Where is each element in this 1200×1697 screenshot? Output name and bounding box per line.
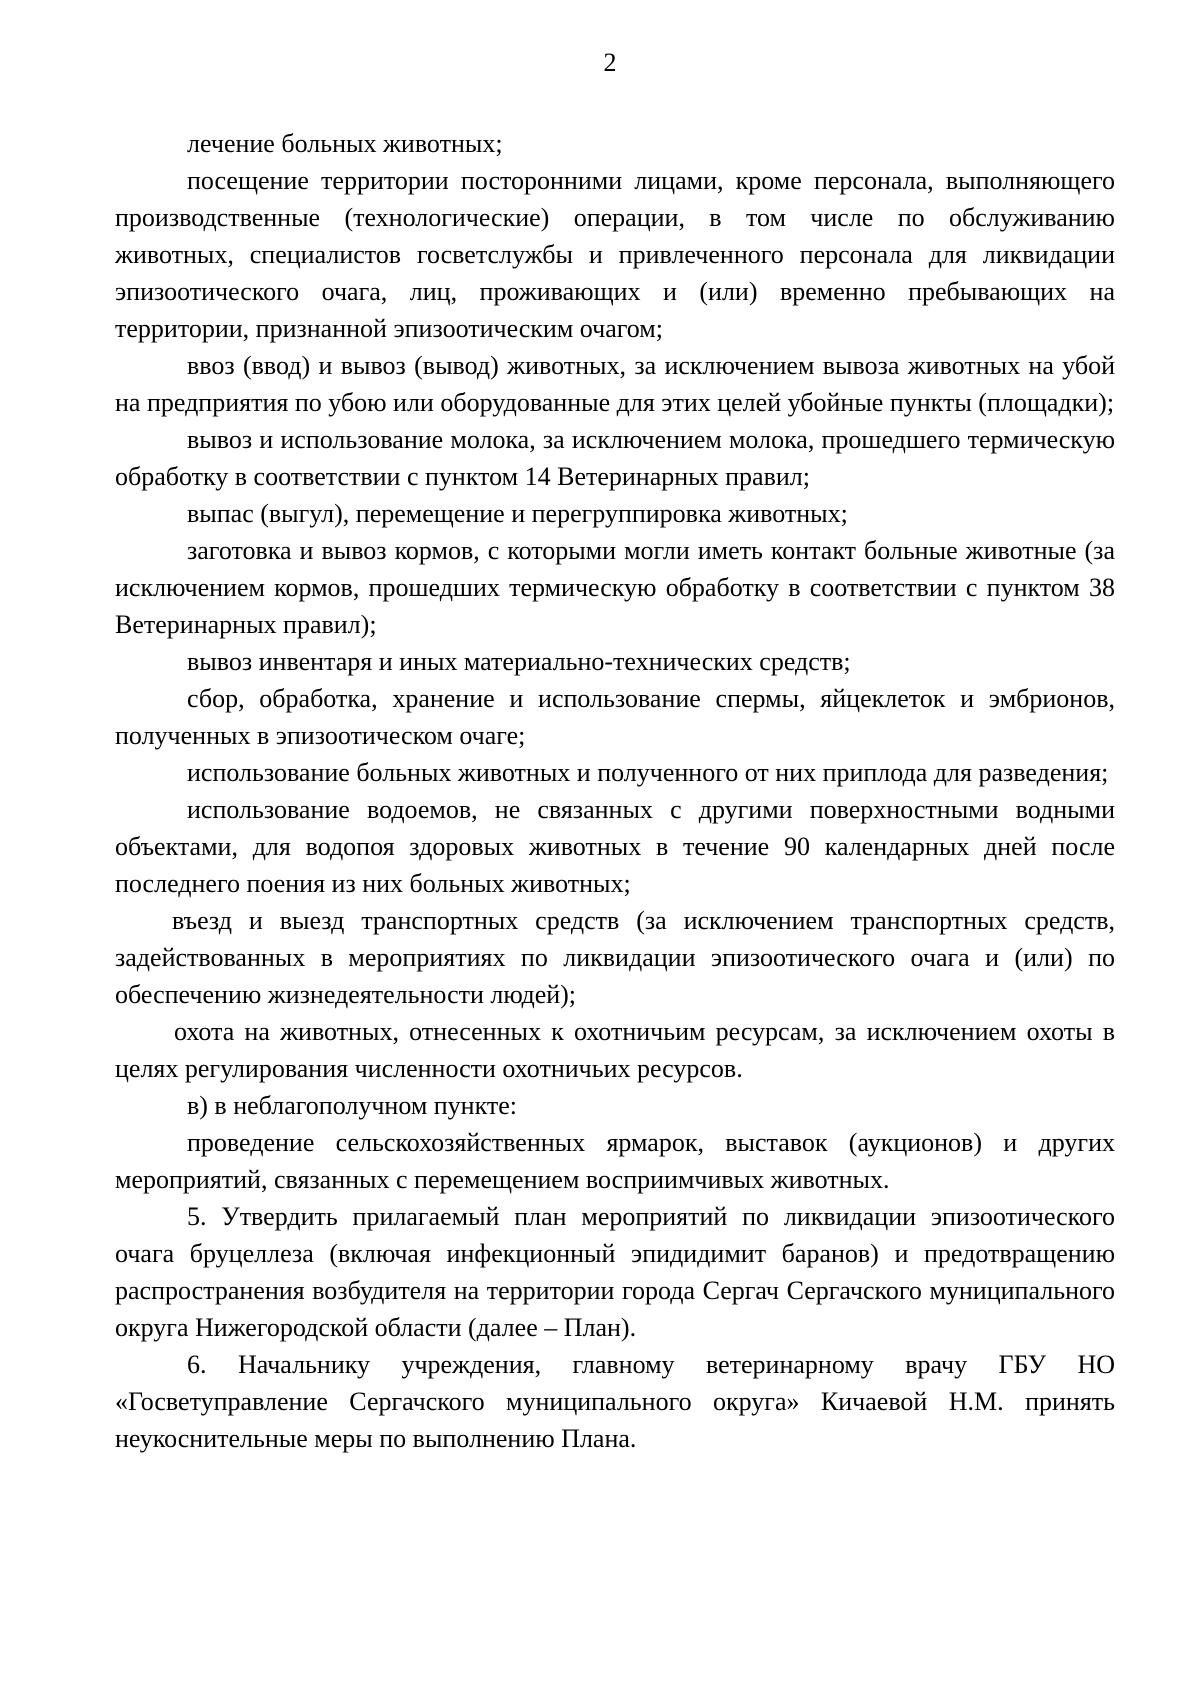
paragraph-reproductive-material: сбор, обработка, хранение и использование спермы, яйцеклеток и эмбрионов, полученных в эпизоотическом очаге; [115,684,1115,750]
paragraph-item-5: 5. Утвердить прилагаемый план мероприятий по ликвидации эпизоотического очага бруцеллеза (включая инфекционный эпидидимит баранов) и предотвращению распространения возбудителя на территории города Сергач Сергачского муниципального округа Нижегородской области (далее – План). [115,1202,1115,1342]
paragraph-milk: вывоз и использование молока, за исключением молока, прошедшего термическую обработку в соответствии с пунктом 14 Ветеринарных правил; [115,425,1115,491]
paragraph-breeding: использование больных животных и полученного от них приплода для разведения; [187,758,1109,787]
paragraph-item-6: 6. Начальнику учреждения, главному ветеринарному врачу ГБУ НО «Госветуправление Сергачского муниципального округа» Кичаевой Н.М. принять неукоснительные меры по выполнению Плана. [115,1350,1115,1453]
paragraph-fairs: проведение сельскохозяйственных ярмарок, выставок (аукционов) и других мероприятий, связанных с перемещением восприимчивых животных. [115,1128,1115,1194]
page-number: 2 [603,48,617,77]
paragraph-inventory: вывоз инвентаря и иных материально-технических средств; [187,647,851,676]
paragraph-hunting: охота на животных, отнесенных к охотничьим ресурсам, за исключением охоты в целях регулирования численности охотничьих ресурсов. [115,1017,1115,1083]
paragraph-unfavorable-point: в) в неблагополучном пункте: [187,1091,518,1120]
paragraph-treatment: лечение больных животных; [187,129,503,158]
paragraph-water-bodies: использование водоемов, не связанных с другими поверхностными водными объектами, для водопоя здоровых животных в течение 90 календарных дней после последнего поения из них больных животных; [115,795,1115,898]
paragraph-animal-transport: ввоз (ввод) и вывоз (вывод) животных, за исключением вывоза животных на убой на предприятия по убою или оборудованные для этих целей убойные пункты (площадки); [115,351,1115,417]
paragraph-visits: посещение территории посторонними лицами, кроме персонала, выполняющего производственные (технологические) операции, в том числе по обслуживанию животных, специалистов госветслужбы и привлеченного персонала для ликвидации эпизоотического очага, лиц, проживающих и (или) временно пребывающих на территории, признанной эпизоотическим очагом; [115,166,1115,343]
paragraph-grazing: выпас (выгул), перемещение и перегруппировка животных; [187,499,848,528]
document-body [115,125,1115,1457]
paragraph-vehicles: въезд и выезд транспортных средств (за исключением транспортных средств, задействованных в мероприятиях по ликвидации эпизоотического очага и (или) по обеспечению жизнедеятельности людей); [115,906,1115,1009]
paragraph-feed: заготовка и вывоз кормов, с которыми могли иметь контакт больные животные (за исключением кормов, прошедших термическую обработку в соответствии с пунктом 38 Ветеринарных правил); [115,536,1115,639]
